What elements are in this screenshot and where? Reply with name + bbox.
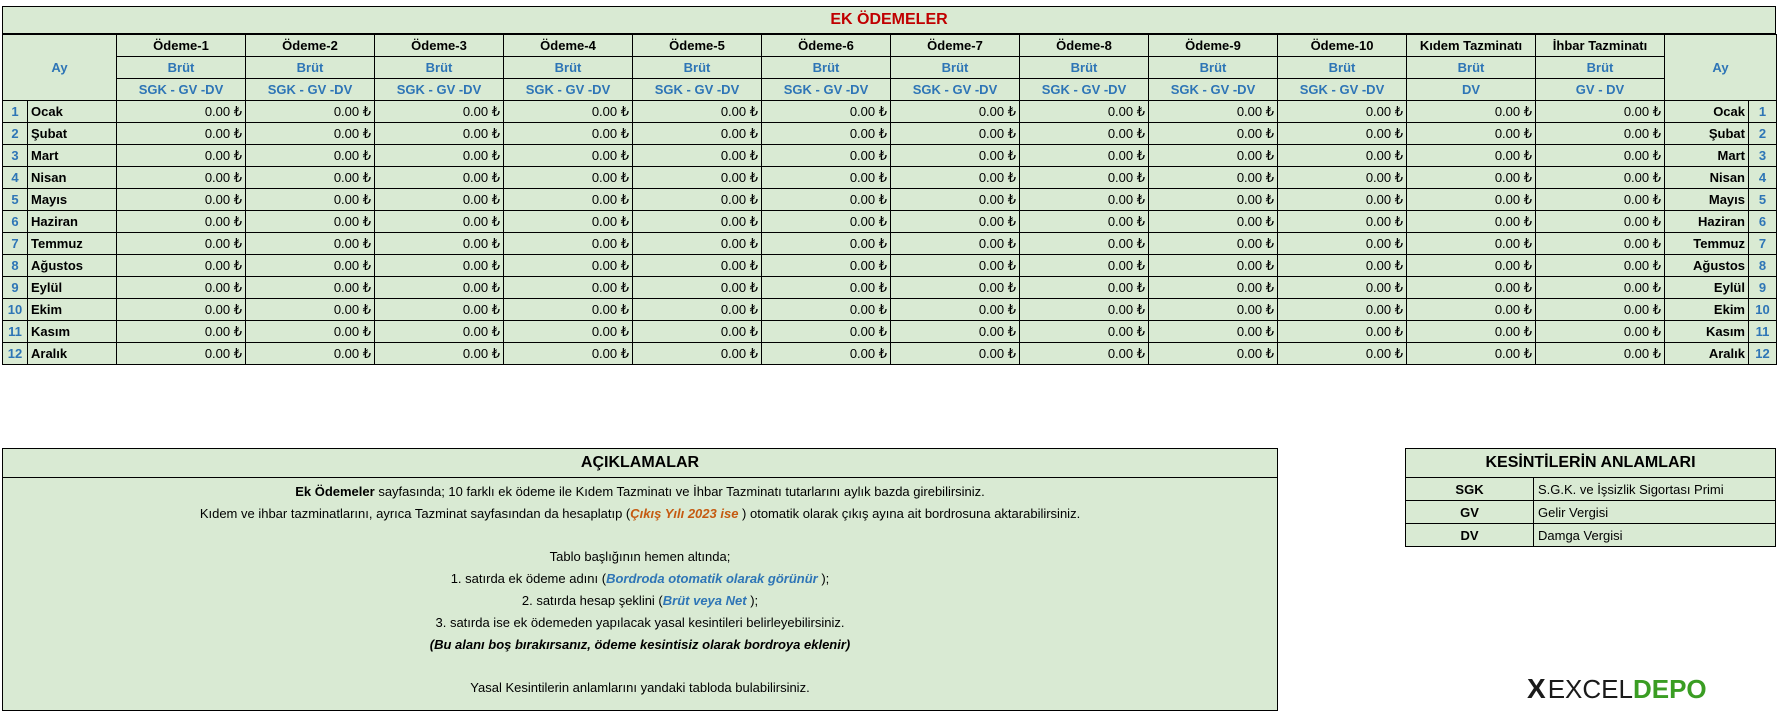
payment-deductions-header: SGK - GV -DV	[1149, 79, 1278, 101]
payment-deductions-header: SGK - GV -DV	[891, 79, 1020, 101]
exceldepo-logo	[1527, 674, 1707, 704]
amount-cell[interactable]: 0.00 ₺	[246, 167, 375, 189]
amount-cell[interactable]: 0.00 ₺	[762, 211, 891, 233]
month-number-right: 2	[1749, 123, 1777, 145]
amount-cell[interactable]: 0.00 ₺	[1149, 277, 1278, 299]
amount-cell[interactable]: 0.00 ₺	[117, 233, 246, 255]
amount-cell[interactable]: 0.00 ₺	[1407, 321, 1536, 343]
kesinti-row	[1406, 524, 1775, 546]
amount-cell[interactable]: 0.00 ₺	[375, 123, 504, 145]
amount-cell[interactable]: 0.00 ₺	[375, 211, 504, 233]
amount-cell[interactable]: 0.00 ₺	[1278, 101, 1407, 123]
month-name-right: Nisan	[1665, 167, 1749, 189]
amount-cell[interactable]: 0.00 ₺	[117, 299, 246, 321]
amount-cell[interactable]: 0.00 ₺	[1407, 299, 1536, 321]
amount-cell[interactable]: 0.00 ₺	[1536, 189, 1665, 211]
month-number: 5	[3, 189, 28, 211]
amount-cell[interactable]: 0.00 ₺	[891, 145, 1020, 167]
amount-cell[interactable]: 0.00 ₺	[1278, 343, 1407, 365]
amount-cell[interactable]: 0.00 ₺	[117, 167, 246, 189]
month-number: 9	[3, 277, 28, 299]
payment-type-header: Brüt	[1149, 57, 1278, 79]
aciklamalar-title: AÇIKLAMALAR	[3, 449, 1277, 478]
amount-cell[interactable]: 0.00 ₺	[1536, 101, 1665, 123]
desc-line-2: Kıdem ve ihbar tazminatlarını, ayrıca Tazminat sayfasından da hesaplatıp (Çıkış Yılı 2023 ise ) otomatik olarak çıkış ayına ait bordrosuna aktarabilirsiniz.	[199, 505, 1081, 521]
amount-cell[interactable]: 0.00 ₺	[117, 101, 246, 123]
amount-cell[interactable]: 0.00 ₺	[117, 145, 246, 167]
amount-cell[interactable]: 0.00 ₺	[1278, 167, 1407, 189]
kesinti-row	[1406, 501, 1775, 524]
amount-cell[interactable]: 0.00 ₺	[375, 343, 504, 365]
aciklamalar-panel	[2, 448, 1278, 711]
amount-cell[interactable]: 0.00 ₺	[1149, 145, 1278, 167]
month-name: Temmuz	[28, 233, 117, 255]
amount-cell[interactable]: 0.00 ₺	[1407, 123, 1536, 145]
month-name-right: Temmuz	[1665, 233, 1749, 255]
month-number: 11	[3, 321, 28, 343]
amount-cell[interactable]: 0.00 ₺	[117, 189, 246, 211]
amount-cell[interactable]: 0.00 ₺	[375, 277, 504, 299]
payment-deductions-header: SGK - GV -DV	[1278, 79, 1407, 101]
month-name-right: Mart	[1665, 145, 1749, 167]
amount-cell[interactable]: 0.00 ₺	[1149, 211, 1278, 233]
amount-cell[interactable]: 0.00 ₺	[1149, 101, 1278, 123]
month-name-right: Şubat	[1665, 123, 1749, 145]
amount-cell[interactable]: 0.00 ₺	[1149, 123, 1278, 145]
amount-cell[interactable]: 0.00 ₺	[246, 189, 375, 211]
month-number-right: 7	[1749, 233, 1777, 255]
payment-type-header: Brüt	[1020, 57, 1149, 79]
amount-cell[interactable]: 0.00 ₺	[891, 101, 1020, 123]
amount-cell[interactable]: 0.00 ₺	[1407, 145, 1536, 167]
amount-cell[interactable]: 0.00 ₺	[504, 101, 633, 123]
amount-cell[interactable]: 0.00 ₺	[1020, 233, 1149, 255]
amount-cell[interactable]: 0.00 ₺	[762, 277, 891, 299]
amount-cell[interactable]: 0.00 ₺	[633, 123, 762, 145]
amount-cell[interactable]: 0.00 ₺	[1020, 123, 1149, 145]
month-number-right: 1	[1749, 101, 1777, 123]
month-number-right: 5	[1749, 189, 1777, 211]
month-name: Ocak	[28, 101, 117, 123]
amount-cell[interactable]: 0.00 ₺	[891, 189, 1020, 211]
amount-cell[interactable]: 0.00 ₺	[762, 233, 891, 255]
amount-cell[interactable]: 0.00 ₺	[1536, 167, 1665, 189]
amount-cell[interactable]: 0.00 ₺	[504, 145, 633, 167]
month-number-right: 8	[1749, 255, 1777, 277]
month-name: Nisan	[28, 167, 117, 189]
table-row	[3, 277, 1777, 299]
amount-cell[interactable]: 0.00 ₺	[633, 211, 762, 233]
amount-cell[interactable]: 0.00 ₺	[891, 321, 1020, 343]
month-name: Kasım	[28, 321, 117, 343]
payment-deductions-header: SGK - GV -DV	[1020, 79, 1149, 101]
table-row	[3, 255, 1777, 277]
payment-name-header: Ödeme-1	[117, 35, 246, 57]
logo-x-mark: X	[1527, 673, 1546, 704]
amount-cell[interactable]: 0.00 ₺	[1536, 211, 1665, 233]
amount-cell[interactable]: 0.00 ₺	[375, 167, 504, 189]
payment-name-header: Kıdem Tazminatı	[1407, 35, 1536, 57]
amount-cell[interactable]: 0.00 ₺	[246, 277, 375, 299]
kesintiler-title: KESİNTİLERİN ANLAMLARI	[1406, 449, 1775, 478]
table-row	[3, 211, 1777, 233]
amount-cell[interactable]: 0.00 ₺	[246, 211, 375, 233]
amount-cell[interactable]: 0.00 ₺	[891, 343, 1020, 365]
amount-cell[interactable]: 0.00 ₺	[762, 343, 891, 365]
amount-cell[interactable]: 0.00 ₺	[1536, 145, 1665, 167]
payment-type-header: Brüt	[504, 57, 633, 79]
month-name-right: Kasım	[1665, 321, 1749, 343]
amount-cell[interactable]: 0.00 ₺	[1020, 299, 1149, 321]
table-row	[3, 299, 1777, 321]
amount-cell[interactable]: 0.00 ₺	[633, 189, 762, 211]
payment-name-header: Ödeme-4	[504, 35, 633, 57]
amount-cell[interactable]: 0.00 ₺	[246, 255, 375, 277]
amount-cell[interactable]: 0.00 ₺	[117, 343, 246, 365]
amount-cell[interactable]: 0.00 ₺	[1278, 123, 1407, 145]
payment-name-header: Ödeme-10	[1278, 35, 1407, 57]
amount-cell[interactable]: 0.00 ₺	[117, 321, 246, 343]
amount-cell[interactable]: 0.00 ₺	[375, 321, 504, 343]
amount-cell[interactable]: 0.00 ₺	[375, 145, 504, 167]
amount-cell[interactable]: 0.00 ₺	[1536, 299, 1665, 321]
amount-cell[interactable]: 0.00 ₺	[633, 255, 762, 277]
amount-cell[interactable]: 0.00 ₺	[1407, 101, 1536, 123]
amount-cell[interactable]: 0.00 ₺	[762, 167, 891, 189]
amount-cell[interactable]: 0.00 ₺	[891, 167, 1020, 189]
table-row	[3, 321, 1777, 343]
amount-cell[interactable]: 0.00 ₺	[1149, 255, 1278, 277]
amount-cell[interactable]: 0.00 ₺	[117, 277, 246, 299]
amount-cell[interactable]: 0.00 ₺	[504, 299, 633, 321]
amount-cell[interactable]: 0.00 ₺	[891, 233, 1020, 255]
amount-cell[interactable]: 0.00 ₺	[762, 321, 891, 343]
month-number: 6	[3, 211, 28, 233]
amount-cell[interactable]: 0.00 ₺	[891, 123, 1020, 145]
payment-name-header: Ödeme-3	[375, 35, 504, 57]
amount-cell[interactable]: 0.00 ₺	[1407, 343, 1536, 365]
desc-line-1: Ek Ödemeler sayfasında; 10 farklı ek ödeme ile Kıdem Tazminatı ve İhbar Tazminatı tutarlarını aylık bazda girebilirsiniz.	[295, 484, 985, 499]
amount-cell[interactable]: 0.00 ₺	[1020, 189, 1149, 211]
amount-cell[interactable]: 0.00 ₺	[633, 277, 762, 299]
month-number-right: 6	[1749, 211, 1777, 233]
amount-cell[interactable]: 0.00 ₺	[633, 321, 762, 343]
month-name-right: Eylül	[1665, 277, 1749, 299]
kesinti-desc: S.G.K. ve İşsizlik Sigortası Primi	[1538, 481, 1724, 497]
amount-cell[interactable]: 0.00 ₺	[1020, 167, 1149, 189]
payment-type-header: Brüt	[1536, 57, 1665, 79]
payment-deductions-header: SGK - GV -DV	[246, 79, 375, 101]
kesinti-code: DV	[1406, 524, 1534, 546]
amount-cell[interactable]: 0.00 ₺	[1278, 189, 1407, 211]
amount-cell[interactable]: 0.00 ₺	[246, 299, 375, 321]
payment-deductions-header: SGK - GV -DV	[633, 79, 762, 101]
logo-depo-text: DEPO	[1632, 673, 1707, 704]
payment-type-header: Brüt	[117, 57, 246, 79]
month-name: Mayıs	[28, 189, 117, 211]
payment-deductions-header: DV	[1407, 79, 1536, 101]
month-number: 12	[3, 343, 28, 365]
payment-name-header: Ödeme-2	[246, 35, 375, 57]
amount-cell[interactable]: 0.00 ₺	[1149, 233, 1278, 255]
payment-deductions-header: GV - DV	[1536, 79, 1665, 101]
amount-cell[interactable]: 0.00 ₺	[1020, 277, 1149, 299]
month-name-right: Aralık	[1665, 343, 1749, 365]
amount-cell[interactable]: 0.00 ₺	[504, 167, 633, 189]
amount-cell[interactable]: 0.00 ₺	[1407, 233, 1536, 255]
month-name: Aralık	[28, 343, 117, 365]
amount-cell[interactable]: 0.00 ₺	[504, 343, 633, 365]
amount-cell[interactable]: 0.00 ₺	[1407, 211, 1536, 233]
amount-cell[interactable]: 0.00 ₺	[762, 101, 891, 123]
table-row	[3, 167, 1777, 189]
amount-cell[interactable]: 0.00 ₺	[762, 255, 891, 277]
month-number-right: 9	[1749, 277, 1777, 299]
amount-cell[interactable]: 0.00 ₺	[375, 233, 504, 255]
desc-line-4: 1. satırda ek ödeme adını (Bordroda otomatik olarak görünür );	[450, 571, 830, 587]
amount-cell[interactable]: 0.00 ₺	[1149, 167, 1278, 189]
amount-cell[interactable]: 0.00 ₺	[375, 101, 504, 123]
amount-cell[interactable]: 0.00 ₺	[891, 255, 1020, 277]
amount-cell[interactable]: 0.00 ₺	[1536, 123, 1665, 145]
kesinti-row	[1406, 478, 1775, 501]
amount-cell[interactable]: 0.00 ₺	[1278, 145, 1407, 167]
amount-cell[interactable]: 0.00 ₺	[246, 321, 375, 343]
kesinti-code: SGK	[1406, 478, 1534, 500]
amount-cell[interactable]: 0.00 ₺	[633, 145, 762, 167]
payment-deductions-header: SGK - GV -DV	[375, 79, 504, 101]
payment-type-header: Brüt	[762, 57, 891, 79]
payment-deductions-header: SGK - GV -DV	[504, 79, 633, 101]
amount-cell[interactable]: 0.00 ₺	[1149, 189, 1278, 211]
month-number: 10	[3, 299, 28, 321]
amount-cell[interactable]: 0.00 ₺	[1278, 321, 1407, 343]
month-number-right: 11	[1749, 321, 1777, 343]
column-header-ay: Ay	[3, 35, 117, 101]
payment-type-header: Brüt	[891, 57, 1020, 79]
amount-cell[interactable]: 0.00 ₺	[117, 211, 246, 233]
month-number: 3	[3, 145, 28, 167]
desc-line-7: (Bu alanı boş bırakırsanız, ödeme kesintisiz olarak bordroya eklenir)	[429, 636, 851, 652]
amount-cell[interactable]: 0.00 ₺	[1149, 321, 1278, 343]
desc-line-5: 2. satırda hesap şeklini (Brüt veya Net );	[521, 592, 759, 608]
payment-name-header: İhbar Tazminatı	[1536, 35, 1665, 57]
amount-cell[interactable]: 0.00 ₺	[1020, 255, 1149, 277]
amount-cell[interactable]: 0.00 ₺	[504, 277, 633, 299]
amount-cell[interactable]: 0.00 ₺	[762, 123, 891, 145]
kesinti-desc: Damga Vergisi	[1538, 527, 1623, 543]
month-name: Mart	[28, 145, 117, 167]
table-row	[3, 145, 1777, 167]
amount-cell[interactable]: 0.00 ₺	[633, 101, 762, 123]
aciklamalar-body	[3, 478, 1277, 699]
desc-line-3: Tablo başlığının hemen altında;	[549, 549, 731, 565]
payment-type-header: Brüt	[1278, 57, 1407, 79]
payment-type-header: Brüt	[1407, 57, 1536, 79]
month-number-right: 3	[1749, 145, 1777, 167]
amount-cell[interactable]: 0.00 ₺	[504, 123, 633, 145]
amount-cell[interactable]: 0.00 ₺	[246, 145, 375, 167]
amount-cell[interactable]: 0.00 ₺	[246, 101, 375, 123]
month-name-right: Ekim	[1665, 299, 1749, 321]
table-row	[3, 233, 1777, 255]
month-name: Eylül	[28, 277, 117, 299]
payment-name-header: Ödeme-7	[891, 35, 1020, 57]
amount-cell[interactable]: 0.00 ₺	[504, 189, 633, 211]
amount-cell[interactable]: 0.00 ₺	[1536, 277, 1665, 299]
month-number: 8	[3, 255, 28, 277]
amount-cell[interactable]: 0.00 ₺	[762, 299, 891, 321]
amount-cell[interactable]: 0.00 ₺	[762, 189, 891, 211]
kesintiler-panel	[1405, 448, 1776, 547]
month-name-right: Ocak	[1665, 101, 1749, 123]
amount-cell[interactable]: 0.00 ₺	[504, 211, 633, 233]
amount-cell[interactable]: 0.00 ₺	[1020, 101, 1149, 123]
amount-cell[interactable]: 0.00 ₺	[1278, 255, 1407, 277]
ek-odemeler-table	[2, 34, 1777, 365]
amount-cell[interactable]: 0.00 ₺	[633, 299, 762, 321]
payment-deductions-header: SGK - GV -DV	[762, 79, 891, 101]
month-number-right: 4	[1749, 167, 1777, 189]
amount-cell[interactable]: 0.00 ₺	[504, 255, 633, 277]
column-header-ay-right: Ay	[1665, 35, 1777, 101]
amount-cell[interactable]: 0.00 ₺	[375, 189, 504, 211]
page-title: EK ÖDEMELER	[2, 6, 1776, 34]
month-number: 2	[3, 123, 28, 145]
amount-cell[interactable]: 0.00 ₺	[1278, 233, 1407, 255]
table-row	[3, 343, 1777, 365]
amount-cell[interactable]: 0.00 ₺	[1407, 255, 1536, 277]
amount-cell[interactable]: 0.00 ₺	[1020, 211, 1149, 233]
desc-line-8: Yasal Kesintilerin anlamlarını yandaki tabloda bulabilirsiniz.	[470, 680, 810, 696]
amount-cell[interactable]: 0.00 ₺	[246, 343, 375, 365]
amount-cell[interactable]: 0.00 ₺	[375, 255, 504, 277]
amount-cell[interactable]: 0.00 ₺	[1407, 189, 1536, 211]
amount-cell[interactable]: 0.00 ₺	[1149, 299, 1278, 321]
amount-cell[interactable]: 0.00 ₺	[1020, 321, 1149, 343]
amount-cell[interactable]: 0.00 ₺	[1278, 211, 1407, 233]
payment-deductions-header: SGK - GV -DV	[117, 79, 246, 101]
amount-cell[interactable]: 0.00 ₺	[1020, 145, 1149, 167]
month-number-right: 12	[1749, 343, 1777, 365]
table-row	[3, 189, 1777, 211]
kesinti-code: GV	[1406, 501, 1534, 523]
amount-cell[interactable]: 0.00 ₺	[633, 233, 762, 255]
payment-type-header: Brüt	[375, 57, 504, 79]
amount-cell[interactable]: 0.00 ₺	[1536, 321, 1665, 343]
month-number: 4	[3, 167, 28, 189]
payment-name-header: Ödeme-9	[1149, 35, 1278, 57]
amount-cell[interactable]: 0.00 ₺	[375, 299, 504, 321]
month-name-right: Haziran	[1665, 211, 1749, 233]
month-name: Şubat	[28, 123, 117, 145]
amount-cell[interactable]: 0.00 ₺	[117, 255, 246, 277]
amount-cell[interactable]: 0.00 ₺	[1278, 277, 1407, 299]
month-name-right: Mayıs	[1665, 189, 1749, 211]
payment-name-header: Ödeme-5	[633, 35, 762, 57]
logo-excel-text: EXCEL	[1547, 673, 1633, 704]
amount-cell[interactable]: 0.00 ₺	[246, 233, 375, 255]
amount-cell[interactable]: 0.00 ₺	[633, 343, 762, 365]
amount-cell[interactable]: 0.00 ₺	[504, 233, 633, 255]
amount-cell[interactable]: 0.00 ₺	[891, 277, 1020, 299]
amount-cell[interactable]: 0.00 ₺	[504, 321, 633, 343]
amount-cell[interactable]: 0.00 ₺	[117, 123, 246, 145]
month-name: Haziran	[28, 211, 117, 233]
desc-line-6: 3. satırda ise ek ödemeden yapılacak yasal kesintileri belirleyebilirsiniz.	[435, 614, 845, 630]
amount-cell[interactable]: 0.00 ₺	[1536, 255, 1665, 277]
month-number: 7	[3, 233, 28, 255]
amount-cell[interactable]: 0.00 ₺	[1407, 277, 1536, 299]
amount-cell[interactable]: 0.00 ₺	[633, 167, 762, 189]
month-name-right: Ağustos	[1665, 255, 1749, 277]
payment-name-header: Ödeme-8	[1020, 35, 1149, 57]
amount-cell[interactable]: 0.00 ₺	[891, 211, 1020, 233]
table-row	[3, 123, 1777, 145]
month-name: Ağustos	[28, 255, 117, 277]
payment-type-header: Brüt	[246, 57, 375, 79]
kesinti-desc: Gelir Vergisi	[1538, 504, 1609, 520]
amount-cell[interactable]: 0.00 ₺	[762, 145, 891, 167]
amount-cell[interactable]: 0.00 ₺	[1536, 343, 1665, 365]
amount-cell[interactable]: 0.00 ₺	[1020, 343, 1149, 365]
month-name: Ekim	[28, 299, 117, 321]
payment-name-header: Ödeme-6	[762, 35, 891, 57]
payment-type-header: Brüt	[633, 57, 762, 79]
month-number-right: 10	[1749, 299, 1777, 321]
table-row	[3, 101, 1777, 123]
amount-cell[interactable]: 0.00 ₺	[1407, 167, 1536, 189]
month-number: 1	[3, 101, 28, 123]
amount-cell[interactable]: 0.00 ₺	[1536, 233, 1665, 255]
amount-cell[interactable]: 0.00 ₺	[891, 299, 1020, 321]
amount-cell[interactable]: 0.00 ₺	[1149, 343, 1278, 365]
amount-cell[interactable]: 0.00 ₺	[246, 123, 375, 145]
amount-cell[interactable]: 0.00 ₺	[1278, 299, 1407, 321]
